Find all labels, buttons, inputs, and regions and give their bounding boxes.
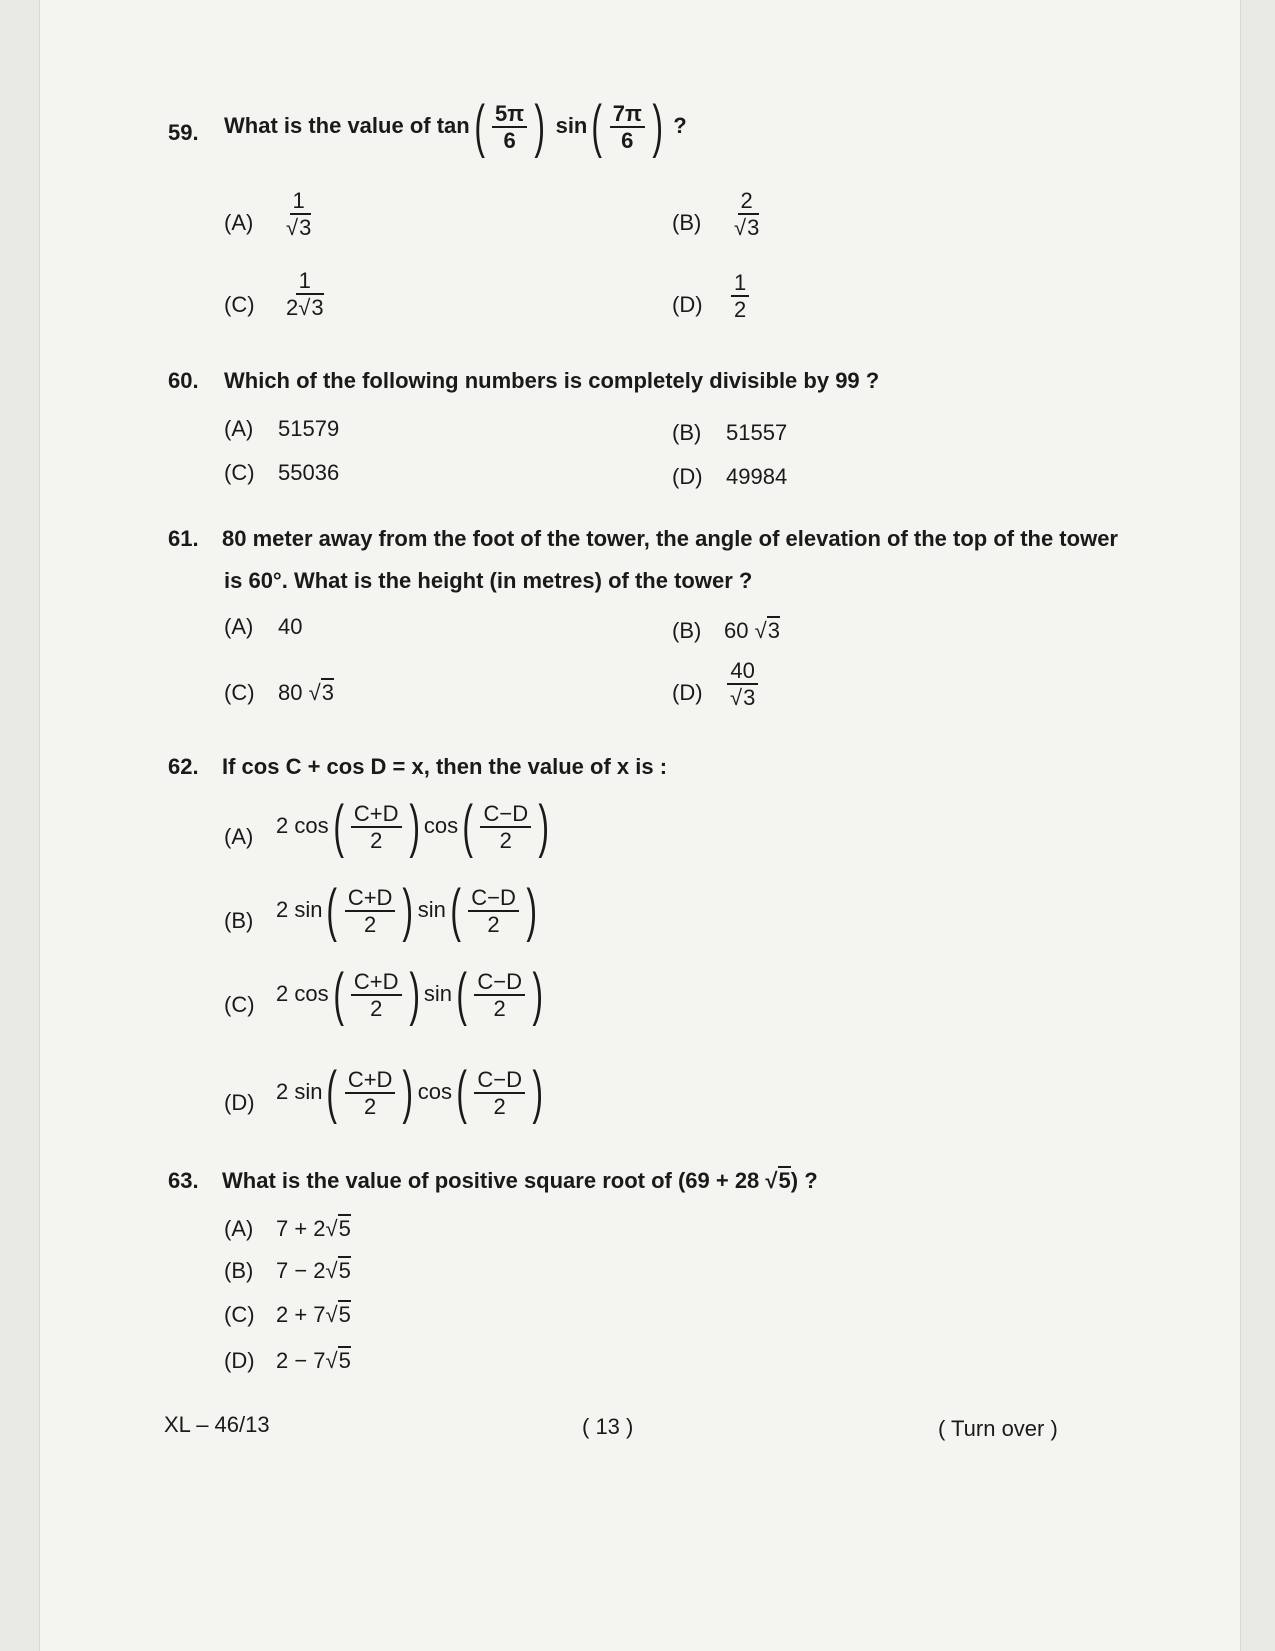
q61-option-a-value: 40 xyxy=(278,614,303,639)
q62-a-den1: 2 xyxy=(370,828,383,853)
q61-option-c-value: 80 √3 xyxy=(278,680,334,705)
q60-option-a-label: (A) xyxy=(224,416,254,441)
q59-a-den: 3 xyxy=(299,215,312,241)
q63-option-b-value: 7 − 2√5 xyxy=(276,1258,351,1283)
question-63-text: What is the value of positive square root of (69 + 28 √5) ? xyxy=(222,1168,818,1193)
question-60-text: Which of the following numbers is completely divisible by 99 ? xyxy=(224,368,880,393)
q61-option-d-label: (D) xyxy=(672,680,703,705)
q62-option-a-value: 2 cos( $\frac{C+D}{2}$ ) cos( $\frac{C-D}{2}$ ) xyxy=(276,794,550,859)
q62-b-den1: 2 xyxy=(364,912,377,937)
q61-option-b-label: (B) xyxy=(672,618,702,643)
exam-code: XL – 46/13 xyxy=(164,1412,270,1437)
question-61-text-line1: 80 meter away from the foot of the tower, the angle of elevation of the top of the tower xyxy=(222,526,1118,551)
q62-a-f2: C−D xyxy=(480,801,531,828)
q63-a-coef: 7 + 2 xyxy=(276,1216,326,1241)
q59-c-den-root: 3 xyxy=(311,295,324,321)
q63-option-b-label: (B) xyxy=(224,1258,254,1283)
q63-option-c-label: (C) xyxy=(224,1302,255,1327)
q59-option-a-value: $\frac{1}{√3}$ xyxy=(286,188,312,241)
q63-d-coef: 2 − 7 xyxy=(276,1348,326,1373)
q63-b-coef: 7 − 2 xyxy=(276,1258,326,1283)
q61-b-coef: 60 xyxy=(724,618,749,643)
turn-over-note: ( Turn over ) xyxy=(938,1416,1058,1441)
q62-option-c-label: (C) xyxy=(224,992,255,1017)
q59-option-b-label: (B) xyxy=(672,210,702,235)
q59-d-num: 1 xyxy=(731,270,749,297)
q62-option-d-value: 2 sin( $\frac{C+D}{2}$ ) cos( $\frac{C-D}{2}$ ) xyxy=(276,1060,543,1125)
q63-root: 5 xyxy=(778,1168,791,1193)
question-61-number: 61. xyxy=(168,526,199,551)
q59-c-den: 2 xyxy=(286,295,299,321)
q60-option-d-value: 49984 xyxy=(726,464,788,489)
q62-c-den1: 2 xyxy=(370,996,383,1021)
q59-c-num: 1 xyxy=(296,268,314,295)
q62-a-coef: 2 cos xyxy=(276,812,329,838)
exam-page xyxy=(40,0,1240,1651)
q63-d-root: 5 xyxy=(338,1348,351,1373)
q62-a-den2: 2 xyxy=(499,828,512,853)
q61-option-a-label: (A) xyxy=(224,614,254,639)
q62-d-den2: 2 xyxy=(493,1094,506,1119)
q62-d-fn2: cos xyxy=(417,1078,453,1104)
q62-option-b-label: (B) xyxy=(224,908,254,933)
q59-question-mark: ? xyxy=(673,112,687,138)
q59-frac-a-den: 6 xyxy=(503,128,516,153)
q59-option-b-value: $\frac{2}{√3}$ xyxy=(734,188,760,241)
q61-option-c-label: (C) xyxy=(224,680,255,705)
q62-option-d-label: (D) xyxy=(224,1090,255,1115)
question-59-text: What is the value of tan( $\frac{5\pi}{6}$ ) sin( $\frac{7\pi}{6}$ ) ? xyxy=(224,94,687,159)
q63-text-end: ) ? xyxy=(790,1168,818,1193)
q60-option-c-label: (C) xyxy=(224,460,255,485)
q63-text-main: What is the value of positive square root of (69 + 28 xyxy=(222,1168,760,1193)
q63-b-root: 5 xyxy=(338,1258,351,1283)
q59-option-a-label: (A) xyxy=(224,210,254,235)
q59-frac-a-num: 5π xyxy=(492,101,527,128)
q61-d-den: 3 xyxy=(743,685,756,711)
q62-a-f1: C+D xyxy=(351,801,402,828)
q62-b-fn2: sin xyxy=(417,896,446,922)
q60-option-c-value: 55036 xyxy=(278,460,340,485)
question-61-text-line2: is 60°. What is the height (in metres) of the tower ? xyxy=(224,568,753,593)
q61-c-root: 3 xyxy=(321,680,334,705)
q62-c-f1: C+D xyxy=(351,969,402,996)
q61-option-b-value: 60 √3 xyxy=(724,618,780,643)
q59-b-num: 2 xyxy=(738,188,756,215)
q61-c-coef: 80 xyxy=(278,680,303,705)
page-number: ( 13 ) xyxy=(582,1414,634,1439)
q59-option-d-label: (D) xyxy=(672,292,703,317)
question-59-prefix: What is the value of tan xyxy=(224,112,470,138)
q59-option-d-value xyxy=(728,270,752,323)
q59-option-c-value: $\frac{1}{2√3}$ xyxy=(286,268,324,321)
q59-frac-b-den: 6 xyxy=(621,128,634,153)
q61-option-d-value: $\frac{40}{√3}$ xyxy=(724,658,761,711)
q62-c-fn2: sin xyxy=(423,980,452,1006)
q63-option-d-value: 2 − 7√5 xyxy=(276,1348,351,1373)
q61-d-num: 40 xyxy=(727,658,757,685)
q62-d-den1: 2 xyxy=(364,1094,377,1119)
q59-fn2: sin xyxy=(555,112,588,138)
question-60-number: 60. xyxy=(168,368,199,393)
q62-b-f2: C−D xyxy=(468,885,519,912)
question-62-text: If cos C + cos D = x, then the value of x is : xyxy=(222,754,668,779)
q60-option-d-label: (D) xyxy=(672,464,703,489)
q59-option-c-label: (C) xyxy=(224,292,255,317)
q60-option-b-label: (B) xyxy=(672,420,702,445)
question-59-number: 59. xyxy=(168,120,199,145)
q62-b-den2: 2 xyxy=(487,912,500,937)
q63-option-a-label: (A) xyxy=(224,1216,254,1241)
q62-b-coef: 2 sin xyxy=(276,896,323,922)
q62-option-b-value: 2 sin( $\frac{C+D}{2}$ ) sin( $\frac{C-D}{2}$ ) xyxy=(276,878,537,943)
q62-option-a-label: (A) xyxy=(224,824,254,849)
q62-d-f2: C−D xyxy=(474,1067,525,1094)
q59-d-den: 2 xyxy=(734,297,747,323)
q63-c-coef: 2 + 7 xyxy=(276,1302,326,1327)
q61-b-root: 3 xyxy=(767,618,780,643)
q63-option-d-label: (D) xyxy=(224,1348,255,1373)
q62-b-f1: C+D xyxy=(345,885,396,912)
question-62-number: 62. xyxy=(168,754,199,779)
q62-c-coef: 2 cos xyxy=(276,980,329,1006)
q60-option-a-value: 51579 xyxy=(278,416,340,441)
q62-a-fn2: cos xyxy=(423,812,459,838)
q62-d-f1: C+D xyxy=(345,1067,396,1094)
q63-option-a-value: 7 + 2√5 xyxy=(276,1216,351,1241)
q62-d-coef: 2 sin xyxy=(276,1078,323,1104)
q62-c-f2: C−D xyxy=(474,969,525,996)
q59-frac-b-num: 7π xyxy=(610,101,645,128)
q62-c-den2: 2 xyxy=(493,996,506,1021)
q59-a-num: 1 xyxy=(290,188,308,215)
q63-c-root: 5 xyxy=(338,1302,351,1327)
question-63-number: 63. xyxy=(168,1168,199,1193)
q60-option-b-value: 51557 xyxy=(726,420,788,445)
q59-b-den: 3 xyxy=(747,215,760,241)
q63-a-root: 5 xyxy=(338,1216,351,1241)
q63-option-c-value: 2 + 7√5 xyxy=(276,1302,351,1327)
q62-option-c-value: 2 cos( $\frac{C+D}{2}$ ) sin( $\frac{C-D}{2}$ ) xyxy=(276,962,543,1027)
